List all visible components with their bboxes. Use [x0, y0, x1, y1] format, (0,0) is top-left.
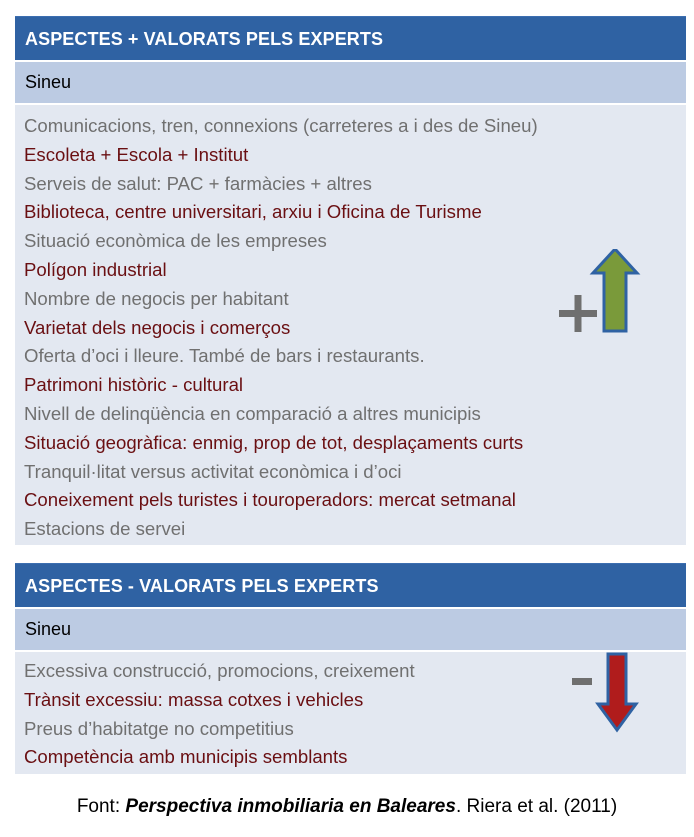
negative-panel-header: ASPECTES - VALORATS PELS EXPERTS [15, 563, 686, 607]
list-item: Excessiva construcció, promocions, creixement [24, 660, 415, 681]
list-item: Nombre de negocis per habitant [24, 287, 289, 309]
list-item: Escoleta + Escola + Institut [24, 143, 249, 165]
negative-panel-subheader: Sineu [15, 607, 686, 650]
list-item: Serveis de salut: PAC + farmàcies + altres [24, 172, 372, 194]
list-item: Estacions de servei [24, 518, 186, 540]
negative-panel-body [15, 650, 686, 774]
list-item: Comunicacions, tren, connexions (carreteres a i des de Sineu) [24, 115, 538, 136]
source-citation [0, 796, 694, 818]
list-item: Polígon industrial [24, 258, 167, 280]
source-title: Perspectiva inmobiliaria en Baleares [125, 796, 456, 817]
list-item: Situació geogràfica: enmig, prop de tot, desplaçaments curts [24, 431, 524, 453]
positive-panel-subheader: Sineu [15, 60, 686, 103]
source-suffix: . Riera et al. (2011) [455, 796, 618, 817]
list-item: Coneixement pels turistes i touroperadors: mercat setmanal [24, 489, 516, 511]
list-item: Preus d’habitatge no competitius [24, 717, 294, 739]
list-item: Situació econòmica de les empreses [24, 230, 327, 252]
positive-panel-header: ASPECTES + VALORATS PELS EXPERTS [15, 16, 686, 60]
list-item: Nivell de delinqüència en comparació a altres municipis [24, 402, 481, 424]
positive-panel-body [15, 103, 686, 545]
list-item: Varietat dels negocis i comerços [24, 316, 291, 338]
list-item: Competència amb municipis semblants [24, 746, 348, 768]
list-item: Oferta d’oci i lleure. També de bars i restaurants. [24, 345, 425, 367]
list-item: Patrimoni històric - cultural [24, 374, 244, 396]
list-item: Tranquil·litat versus activitat econòmica i d’oci [24, 460, 402, 482]
source-prefix: Font: [76, 796, 126, 817]
negative-aspects-panel [15, 563, 686, 774]
plus-up-arrow-icon [557, 249, 641, 349]
minus-down-arrow-icon [570, 652, 642, 736]
list-item: Biblioteca, centre universitari, arxiu i Oficina de Turisme [24, 201, 482, 223]
list-item: Trànsit excessiu: massa cotxes i vehicles [24, 688, 364, 710]
positive-aspects-panel [15, 16, 686, 545]
